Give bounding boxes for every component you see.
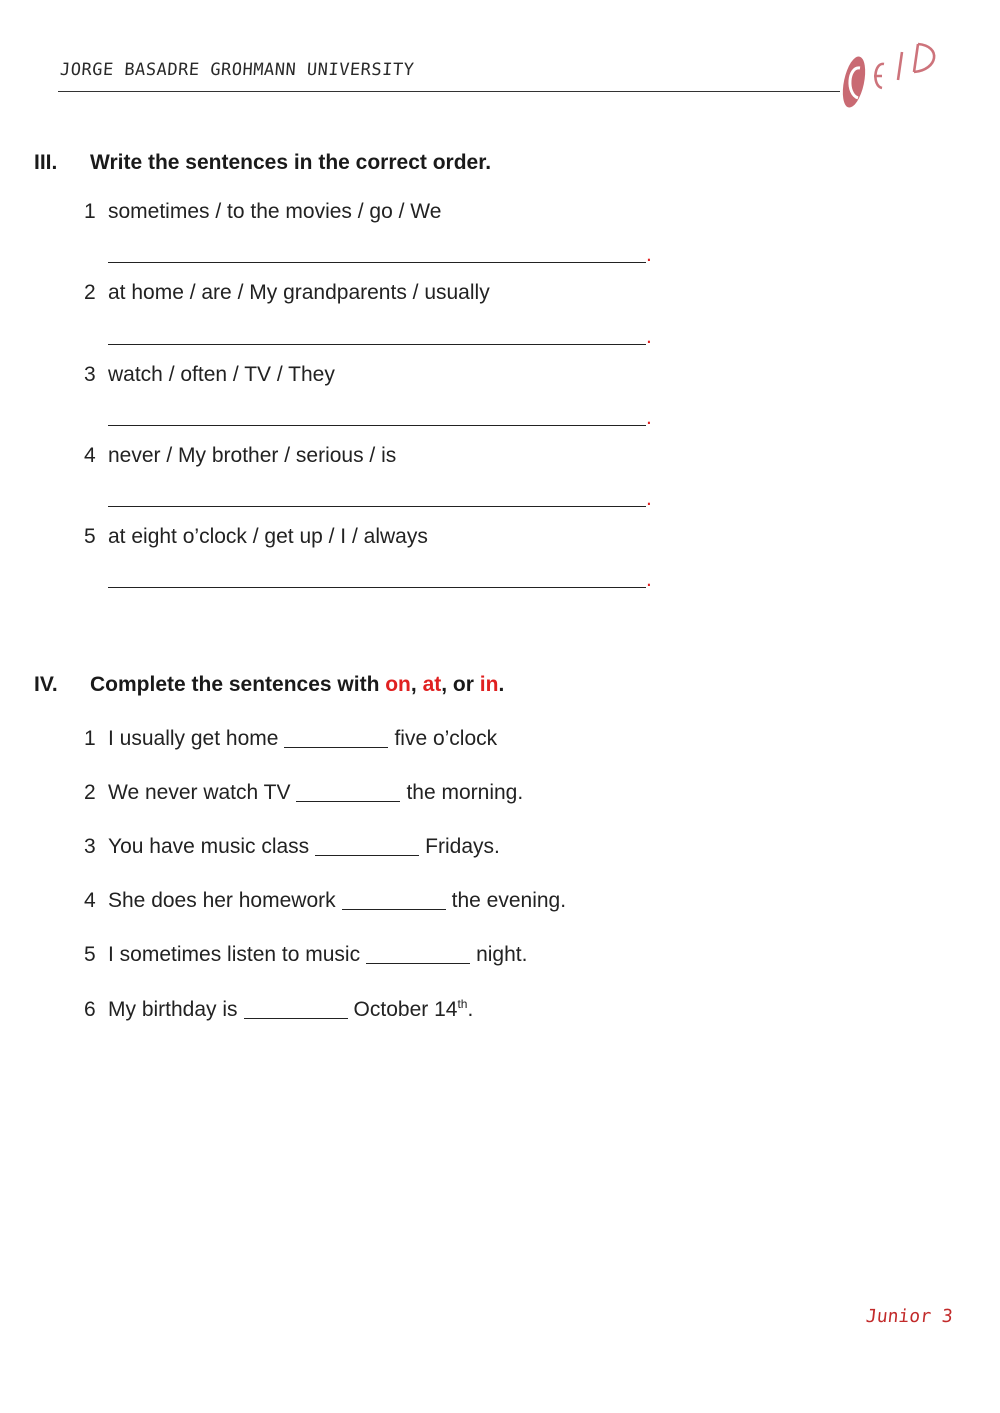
sentence-start: She does her homework bbox=[108, 889, 336, 912]
header-divider bbox=[58, 91, 840, 92]
list-item bbox=[84, 727, 497, 751]
sentence-start: You have music class bbox=[108, 835, 310, 858]
line-end-period: . bbox=[646, 568, 652, 591]
fill-blank[interactable] bbox=[342, 891, 446, 910]
sentence-end: the morning. bbox=[406, 781, 524, 804]
list-item bbox=[84, 835, 500, 859]
title-separator: , bbox=[410, 673, 423, 696]
sentence-start: I usually get home bbox=[108, 727, 279, 750]
answer-line[interactable] bbox=[108, 425, 646, 426]
item-number: 5 bbox=[84, 943, 96, 966]
item-prompt: watch / often / TV / They bbox=[108, 363, 335, 386]
sentence-tail: . bbox=[467, 998, 474, 1021]
list-item bbox=[84, 281, 490, 305]
title-separator: , or bbox=[441, 673, 480, 696]
section-3-numeral: III. bbox=[34, 151, 58, 174]
fill-blank[interactable] bbox=[366, 945, 470, 964]
item-number: 3 bbox=[84, 835, 96, 858]
list-item bbox=[84, 363, 335, 387]
list-item bbox=[84, 781, 523, 805]
answer-line[interactable] bbox=[108, 344, 646, 345]
word-at: at bbox=[422, 673, 442, 696]
item-prompt: never / My brother / serious / is bbox=[108, 444, 397, 467]
line-end-period: . bbox=[646, 487, 652, 510]
line-end-period: . bbox=[646, 325, 652, 348]
item-prompt: at eight o’clock / get up / I / always bbox=[108, 525, 428, 548]
word-in: in bbox=[479, 673, 499, 696]
institution-name: JORGE BASADRE GROHMANN UNIVERSITY bbox=[59, 60, 415, 80]
sentence-start: My birthday is bbox=[108, 998, 238, 1021]
line-end-period: . bbox=[646, 243, 652, 266]
section-4-numeral: IV. bbox=[34, 673, 58, 696]
item-prompt: sometimes / to the movies / go / We bbox=[108, 200, 442, 223]
list-item bbox=[84, 444, 396, 468]
level-label: Junior 3 bbox=[864, 1306, 954, 1327]
item-number: 2 bbox=[84, 781, 96, 804]
title-prefix: Complete the sentences with bbox=[90, 673, 386, 696]
item-number: 4 bbox=[84, 444, 96, 467]
line-end-period: . bbox=[646, 406, 652, 429]
fill-blank[interactable] bbox=[315, 837, 419, 856]
sentence-start: We never watch TV bbox=[108, 781, 291, 804]
item-number: 5 bbox=[84, 525, 96, 548]
ceid-logo bbox=[838, 36, 948, 116]
sentence-start: I sometimes listen to music bbox=[108, 943, 361, 966]
answer-line[interactable] bbox=[108, 506, 646, 507]
sentence-end: the evening. bbox=[451, 889, 567, 912]
word-on: on bbox=[385, 673, 411, 696]
list-item bbox=[84, 525, 428, 549]
item-number: 2 bbox=[84, 281, 96, 304]
list-item bbox=[84, 997, 473, 1022]
fill-blank[interactable] bbox=[244, 1000, 348, 1019]
item-prompt: at home / are / My grandparents / usually bbox=[108, 281, 490, 304]
sentence-end: Fridays. bbox=[425, 835, 500, 858]
answer-line[interactable] bbox=[108, 262, 646, 263]
list-item bbox=[84, 943, 527, 967]
answer-line[interactable] bbox=[108, 587, 646, 588]
sentence-end: October 14 bbox=[353, 998, 458, 1021]
item-number: 6 bbox=[84, 998, 96, 1021]
sentence-end: night. bbox=[476, 943, 528, 966]
list-item bbox=[84, 200, 441, 224]
item-number: 1 bbox=[84, 727, 96, 750]
item-number: 3 bbox=[84, 363, 96, 386]
item-number: 4 bbox=[84, 889, 96, 912]
title-end: . bbox=[498, 673, 505, 696]
section-4-title bbox=[90, 673, 504, 697]
list-item bbox=[84, 889, 566, 913]
item-number: 1 bbox=[84, 200, 96, 223]
sentence-end: five o’clock bbox=[394, 727, 498, 750]
fill-blank[interactable] bbox=[296, 783, 400, 802]
fill-blank[interactable] bbox=[284, 729, 388, 748]
section-3-title: Write the sentences in the correct order. bbox=[90, 151, 492, 174]
ordinal-suffix: th bbox=[457, 997, 468, 1011]
